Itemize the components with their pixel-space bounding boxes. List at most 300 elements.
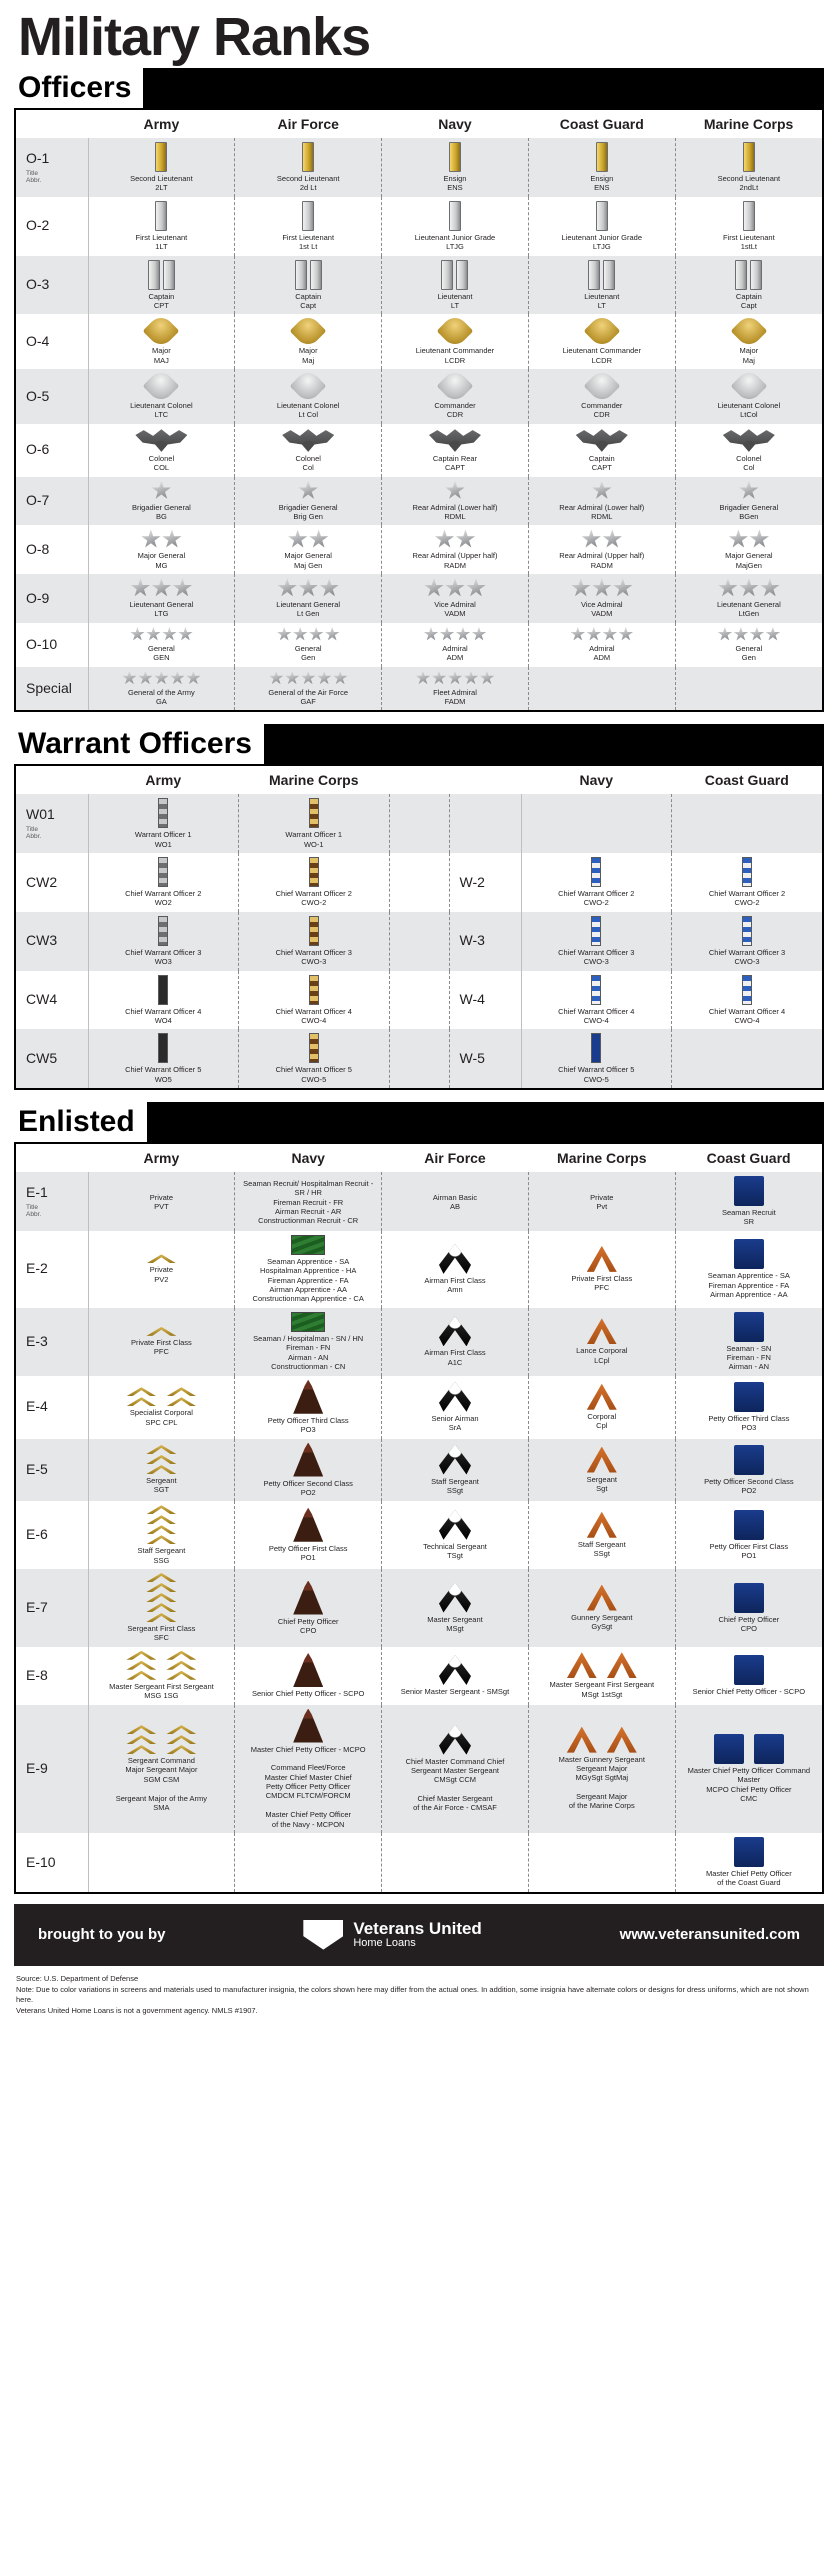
- rank-cell: [384, 428, 526, 473]
- rank-cell-wrap: [88, 794, 239, 853]
- rank-cell: [531, 1512, 673, 1559]
- rank-cell: [91, 1327, 233, 1357]
- rank-cell: [531, 142, 673, 193]
- officers-section-band: [14, 68, 824, 108]
- rank-label: Brigadier General BGen: [719, 502, 779, 521]
- rank-cell: [678, 1312, 820, 1372]
- rank-cell: [531, 1191, 673, 1212]
- rank-label: Master Chief Petty Officer - MCPO Command Fleet/Force Master Chief Master Chief Petty Officer Petty Officer CMDCM FLTCM/FORCM Master Chief Petty Officer of the Navy - MCPON: [250, 1744, 366, 1829]
- rank-label: Lieutenant Colonel LtCol: [717, 401, 781, 420]
- rank-label: Brigadier General BG: [132, 502, 191, 521]
- warrant-bar-navy-solid-icon: [591, 1033, 601, 1063]
- rank-cell-wrap: [88, 623, 235, 667]
- rank-cell-wrap: [382, 1705, 529, 1833]
- rank-row: [16, 138, 822, 197]
- rank-cell-wrap: [528, 667, 675, 711]
- corner-cell-2: [449, 766, 521, 794]
- rank-cell: [241, 857, 387, 908]
- marine-chevron-icon: [587, 1318, 617, 1344]
- dual-marine-chevron-icon: [567, 1727, 637, 1753]
- rank-cell-wrap: [675, 314, 822, 369]
- rank-cell-wrap: [88, 424, 235, 477]
- rank-label: Master Chief Petty Officer Command Master MCPO Chief Petty Officer CMC: [687, 1765, 811, 1804]
- rank-cell-wrap: [382, 1172, 529, 1231]
- rank-cell-wrap: [382, 369, 529, 424]
- rank-cell: [384, 1655, 526, 1696]
- branch-header-marines: Marine Corps: [675, 110, 822, 138]
- rank-label: Senior Chief Petty Officer - SCPO: [692, 1686, 806, 1696]
- rank-label: Sergeant Sgt: [586, 1474, 618, 1493]
- rank-cell: [678, 1734, 820, 1804]
- rank-abbr: RDML: [591, 511, 613, 521]
- rank-cell: [531, 1585, 673, 1632]
- rank-cell: [678, 1239, 820, 1299]
- rank-abbr: SSG: [153, 1555, 170, 1565]
- pay-grade-cell-right: [449, 794, 521, 853]
- rank-abbr: PO2: [741, 1485, 757, 1495]
- rank-label: Seaman Recruit/ Hospitalman Recruit - SR / HR Fireman Recruit - FR Airman Recruit - AR Constructionman Recruit - CR: [243, 1178, 374, 1226]
- rank-cell: [91, 798, 237, 849]
- rank-cell-wrap: [675, 424, 822, 477]
- rank-abbr: Gen: [301, 653, 316, 663]
- rank-cell-wrap: [528, 1376, 675, 1439]
- rank-cell: [91, 373, 233, 420]
- rank-cell-wrap: [88, 667, 235, 711]
- pay-grade-cell: E-2: [16, 1231, 88, 1308]
- star-cluster-icon: [122, 671, 201, 686]
- navy-crow-icon: [293, 1443, 323, 1477]
- rank-abbr: Maj: [302, 355, 315, 365]
- rank-cell: [531, 1652, 673, 1699]
- rank-abbr: BG: [155, 511, 167, 521]
- air-force-chevron-icon: [439, 1382, 471, 1412]
- warrant-bar-navy-icon: [742, 916, 752, 946]
- dual-chevron-large-icon: [126, 1651, 196, 1680]
- star-cluster-icon: [130, 578, 192, 598]
- rank-abbr: LCDR: [591, 355, 612, 365]
- rank-cell: [384, 529, 526, 570]
- rank-cell: [91, 1387, 233, 1427]
- rank-label: Major Maj: [739, 346, 759, 365]
- rank-row: [16, 1231, 822, 1308]
- rank-cell: [531, 1318, 673, 1365]
- rank-cell-wrap: [672, 853, 823, 912]
- rank-abbr: 1st Lt: [299, 242, 318, 252]
- rank-abbr: SGT: [153, 1485, 170, 1495]
- rank-abbr: RDML: [444, 511, 466, 521]
- rank-abbr: LTC: [154, 410, 169, 420]
- rank-label: Brigadier General Brig Gen: [278, 502, 338, 521]
- rank-cell-wrap: [675, 477, 822, 526]
- rank-label: Staff Sergeant SSgt: [577, 1539, 626, 1559]
- rank-abbr: 1LT: [155, 242, 168, 252]
- rank-label: Captain CAPT: [588, 453, 615, 473]
- rank-cell-wrap: [88, 853, 239, 912]
- branch-header-airforce: Air Force: [235, 110, 382, 138]
- rank-label: Captain CPT: [148, 291, 175, 310]
- rank-cell-wrap: [382, 1501, 529, 1569]
- rank-cell-wrap: [382, 1647, 529, 1705]
- rank-cell-wrap: [528, 256, 675, 315]
- pay-grade-sub: Title Abbr.: [26, 169, 42, 185]
- rank-cell-wrap: [382, 1569, 529, 1647]
- rank-abbr: PV2: [154, 1274, 169, 1284]
- rank-cell-wrap: [675, 623, 822, 667]
- warrant-bar-gold-icon: [309, 916, 319, 946]
- rank-abbr: LCpl: [594, 1355, 610, 1365]
- rank-cell-wrap: [382, 1439, 529, 1502]
- rank-label: First Lieutenant 1LT: [135, 232, 188, 252]
- rank-abbr: Lt Col: [298, 410, 318, 420]
- rank-cell: [384, 578, 526, 619]
- rank-cell: [384, 1316, 526, 1367]
- rank-cell: [384, 142, 526, 193]
- rank-cell-wrap: [239, 971, 390, 1030]
- navy-crow-icon: [293, 1380, 323, 1414]
- rank-cell: [91, 1651, 233, 1701]
- star-cluster-icon: [415, 671, 494, 686]
- rank-cell-wrap: [239, 1029, 390, 1088]
- rank-cell-wrap: [675, 1172, 822, 1231]
- rank-cell: [237, 142, 379, 193]
- pay-grade-cell: W01 Title Abbr.: [16, 794, 88, 853]
- rank-cell-wrap: [88, 525, 235, 574]
- rank-cell-wrap: [88, 1501, 235, 1569]
- silver-bar-icon: [449, 201, 461, 231]
- branch-header-navy-e: Navy: [235, 1144, 382, 1172]
- branch-header-coastguard-wo: Coast Guard: [672, 766, 823, 794]
- rank-abbr: PFC: [594, 1283, 610, 1293]
- source-line: Source: U.S. Department of Defense: [16, 1973, 139, 1983]
- rank-abbr: ENS: [594, 183, 610, 193]
- rank-cell: [237, 671, 379, 707]
- rank-label: Second Lieutenant 2LT: [130, 174, 193, 193]
- rank-label: Major General Maj Gen: [284, 551, 332, 570]
- rank-cell: [241, 1033, 387, 1084]
- coast-guard-stripes-icon: [734, 1176, 764, 1206]
- rank-row: [16, 1647, 822, 1705]
- warrant-bar-dark-icon: [158, 1033, 168, 1063]
- rank-label: Ensign ENS: [443, 174, 467, 193]
- rank-abbr: PVT: [154, 1202, 169, 1212]
- rank-cell-wrap: [528, 477, 675, 526]
- rank-label: Staff Sergeant SSG: [137, 1546, 186, 1565]
- rank-label: Chief Warrant Officer 2 CWO-2: [275, 889, 352, 908]
- coast-guard-crow-icon: [734, 1445, 764, 1475]
- rank-abbr: Capt: [300, 300, 317, 310]
- rank-cell: [237, 201, 379, 252]
- star-cluster-icon: [424, 578, 486, 598]
- marine-chevron-icon: [587, 1512, 617, 1538]
- rank-cell-wrap: [235, 574, 382, 623]
- star-cluster-icon: [269, 671, 348, 686]
- rank-label: Senior Chief Petty Officer - SCPO: [251, 1688, 365, 1698]
- rank-cell-wrap: [528, 1501, 675, 1569]
- rank-abbr: TSgt: [447, 1551, 463, 1561]
- rank-cell: [384, 1382, 526, 1433]
- rank-cell: [384, 627, 526, 663]
- air-force-chevron-icon: [439, 1583, 471, 1613]
- rank-cell-wrap: [235, 623, 382, 667]
- rank-label: Admiral ADM: [442, 643, 468, 663]
- rank-cell: [531, 1384, 673, 1431]
- rank-cell: [237, 260, 379, 311]
- rank-cell-wrap: [88, 1647, 235, 1705]
- pay-grade-cell: E-8: [16, 1647, 88, 1705]
- rank-cell-wrap: [88, 1705, 235, 1833]
- rank-cell: [91, 481, 233, 522]
- rank-cell: [91, 975, 237, 1026]
- eagle-icon: [576, 428, 628, 452]
- star-cluster-icon: [277, 578, 339, 598]
- silver-double-bar-icon: [148, 260, 175, 290]
- branch-header-marines-e: Marine Corps: [528, 1144, 675, 1172]
- rank-cell: [91, 529, 233, 570]
- star-cluster-icon: [423, 627, 486, 642]
- warrant-rank-row: [16, 912, 822, 971]
- rank-cell: [384, 1191, 526, 1212]
- rank-cell: [241, 975, 387, 1026]
- rank-abbr: CWO-5: [583, 1074, 609, 1084]
- rank-label: General GEN: [148, 643, 175, 663]
- rank-abbr: ADM: [446, 653, 464, 663]
- eagle-icon: [282, 428, 334, 452]
- rank-label: Seaman Apprentice - SA Hospitalman Apprentice - HA Fireman Apprentice - FA Airman Apprentice - AA Constructionman Apprentice - CA: [252, 1256, 364, 1304]
- rank-row: [16, 477, 822, 526]
- rank-cell: [384, 201, 526, 252]
- rank-label: Airman First Class A1C: [424, 1348, 486, 1367]
- rank-abbr: A1C: [447, 1357, 463, 1367]
- rank-cell-wrap: [382, 1231, 529, 1308]
- rank-abbr: 2LT: [155, 183, 168, 193]
- rank-cell: [91, 1254, 233, 1284]
- rank-cell: [384, 1510, 526, 1561]
- rank-cell-wrap: [675, 667, 822, 711]
- rank-abbr: Maj: [742, 355, 755, 365]
- rank-abbr: Gen: [741, 653, 756, 663]
- spacer-cell: [389, 1029, 449, 1088]
- rank-row: [16, 623, 822, 667]
- rank-row: [16, 1376, 822, 1439]
- rank-cell-wrap: [521, 853, 672, 912]
- spacer-cell: [389, 766, 449, 794]
- navy-stripes-icon: [291, 1312, 325, 1332]
- gold-oak-leaf-icon: [583, 313, 620, 350]
- pay-grade-cell-right: W-4: [449, 971, 521, 1030]
- rank-cell: [384, 260, 526, 311]
- gold-oak-leaf-icon: [290, 313, 327, 350]
- silver-oak-leaf-icon: [437, 368, 474, 405]
- rank-cell-wrap: [235, 477, 382, 526]
- branch-header-army: Army: [88, 110, 235, 138]
- pay-grade-cell: E-5: [16, 1439, 88, 1502]
- dual-coast-guard-crow-icon: [714, 1734, 784, 1764]
- rank-cell: [91, 1505, 233, 1565]
- rank-abbr: WO5: [154, 1074, 172, 1084]
- rank-abbr: CDR: [446, 410, 464, 420]
- rank-abbr: Amn: [447, 1285, 463, 1295]
- rank-cell: [531, 201, 673, 252]
- rank-label: Master Sergeant MSgt: [427, 1614, 483, 1633]
- coast-guard-crow-icon: [734, 1510, 764, 1540]
- rank-label: Ensign ENS: [590, 174, 614, 193]
- rank-abbr: Col: [302, 463, 314, 473]
- rank-row: [16, 256, 822, 315]
- rank-cell-wrap: [675, 1647, 822, 1705]
- enlisted-section-band: [14, 1102, 824, 1142]
- rank-label: Captain Capt: [735, 291, 762, 310]
- rank-abbr: WO2: [154, 898, 172, 908]
- rank-label: Lieutenant General LtGen: [716, 600, 781, 619]
- rank-abbr: LTG: [154, 609, 169, 619]
- rank-cell: [531, 481, 673, 522]
- pay-grade-sub: Title Abbr.: [26, 825, 42, 841]
- rank-row: [16, 424, 822, 477]
- rank-cell: [678, 529, 820, 570]
- rank-cell-wrap: [88, 477, 235, 526]
- rank-label: Senior Airman SrA: [431, 1413, 479, 1433]
- gold-oak-leaf-icon: [143, 313, 180, 350]
- gold-oak-leaf-icon: [437, 313, 474, 350]
- rank-label: Fleet Admiral FADM: [433, 687, 477, 706]
- warrant-bar-icon: [158, 857, 168, 887]
- rank-cell: [237, 1312, 379, 1372]
- pay-grade-cell: O-3: [16, 256, 88, 315]
- rank-abbr: MSgt 1stSgt: [581, 1689, 623, 1699]
- rank-cell: [384, 1244, 526, 1295]
- navy-crow-icon: [293, 1508, 323, 1542]
- pay-grade-cell-right: W-5: [449, 1029, 521, 1088]
- rank-label: Chief Petty Officer CPO: [718, 1614, 780, 1633]
- rank-label: Chief Warrant Officer 5 WO5: [125, 1065, 202, 1084]
- rank-cell: [237, 1380, 379, 1435]
- navy-crow-icon: [293, 1653, 323, 1687]
- rank-cell-wrap: [88, 1308, 235, 1376]
- corner-cell: [16, 1144, 88, 1172]
- rank-cell-wrap: [382, 138, 529, 197]
- rank-cell: [91, 1445, 233, 1495]
- warrant-rank-row: [16, 971, 822, 1030]
- rank-label: Petty Officer Second Class PO2: [263, 1478, 353, 1497]
- rank-cell-wrap: [382, 256, 529, 315]
- warrant-section-band: [14, 724, 824, 764]
- coast-guard-crow-icon: [734, 1655, 764, 1685]
- star-cluster-icon: [277, 627, 340, 642]
- rank-abbr: Lt Gen: [296, 609, 320, 619]
- band-fill: [264, 724, 824, 764]
- rank-cell-wrap: [235, 667, 382, 711]
- rank-abbr: SFC: [153, 1633, 169, 1643]
- rank-cell: [384, 1583, 526, 1634]
- rank-label: Chief Warrant Officer 5 CWO-5: [558, 1065, 635, 1084]
- rank-cell: [674, 857, 820, 908]
- rank-cell-wrap: [528, 1647, 675, 1705]
- dual-marine-chevron-icon: [567, 1652, 637, 1678]
- rank-cell-wrap: [88, 1833, 235, 1892]
- rank-row: [16, 1308, 822, 1376]
- rank-cell: [91, 1573, 233, 1643]
- rank-cell: [237, 1235, 379, 1304]
- rank-label: Sergeant First Class SFC: [127, 1624, 196, 1643]
- website-link[interactable]: www.veteransunited.com: [619, 1926, 800, 1944]
- page-title: Military Ranks: [18, 7, 371, 67]
- star-cluster-icon: [570, 627, 633, 642]
- brand-line-2: Home Loans: [353, 1936, 416, 1949]
- rank-cell-wrap: [382, 623, 529, 667]
- rank-label: Major General MG: [137, 551, 186, 570]
- pay-grade-sub: Title Abbr.: [26, 1203, 42, 1219]
- rank-abbr: CPO: [300, 1625, 317, 1635]
- pay-grade-cell: CW4: [16, 971, 88, 1030]
- rank-cell-wrap: [528, 525, 675, 574]
- chevron-stack-icon: [146, 1445, 176, 1474]
- rank-label: Rear Admiral (Lower half) RDML: [412, 502, 498, 521]
- rank-label: Petty Officer Third Class PO3: [267, 1415, 349, 1435]
- rank-abbr: CWO-3: [734, 957, 760, 967]
- pay-grade-cell: E-9: [16, 1705, 88, 1833]
- coast-guard-crow-icon: [734, 1837, 764, 1867]
- warrant-bar-navy-icon: [591, 857, 601, 887]
- warrant-bar-navy-icon: [591, 916, 601, 946]
- rank-cell: [531, 578, 673, 619]
- rank-label: Lieutenant General Lt Gen: [276, 600, 341, 619]
- rank-cell: [384, 1725, 526, 1813]
- rank-cell: [91, 1033, 237, 1084]
- rank-abbr: CAPT: [591, 463, 612, 473]
- rank-cell-wrap: [382, 1833, 529, 1892]
- star-cluster-icon: [739, 481, 759, 501]
- enlisted-band-title: Enlisted: [14, 1102, 147, 1142]
- eagle-icon: [135, 428, 187, 452]
- rank-abbr: SPC CPL: [145, 1417, 178, 1427]
- rank-cell-wrap: [88, 1172, 235, 1231]
- chevron-stack-icon: [166, 1651, 196, 1680]
- rank-label: Lance Corporal LCpl: [576, 1346, 628, 1365]
- rank-abbr: CWO-2: [734, 898, 760, 908]
- rank-label: Corporal Cpl: [587, 1411, 617, 1431]
- marine-chevron-icon: [587, 1384, 617, 1410]
- gold-bar-icon: [743, 142, 755, 172]
- rank-cell-wrap: [528, 574, 675, 623]
- rank-abbr: WO1: [154, 839, 172, 849]
- rank-cell-wrap: [675, 369, 822, 424]
- rank-abbr: LtCol: [740, 410, 758, 420]
- rank-cell: [678, 578, 820, 619]
- rank-cell-wrap: [235, 369, 382, 424]
- rank-abbr: RADM: [590, 560, 613, 570]
- rank-cell: [531, 1246, 673, 1293]
- rank-label: Lieutenant Commander LCDR: [415, 346, 495, 365]
- rank-cell-wrap: [235, 525, 382, 574]
- rank-row: [16, 1172, 822, 1231]
- gold-bar-icon: [449, 142, 461, 172]
- dual-chevron-large-icon: [126, 1725, 196, 1754]
- rank-label: Chief Warrant Officer 3 CWO-3: [558, 947, 635, 967]
- rank-abbr: VADM: [591, 609, 613, 619]
- warrant-bar-icon: [158, 916, 168, 946]
- warrant-bar-gold-icon: [309, 798, 319, 828]
- rank-cell: [678, 1583, 820, 1634]
- rank-label: Captain Rear CAPT: [432, 453, 478, 473]
- rank-cell-wrap: [382, 667, 529, 711]
- rank-cell-wrap: [675, 256, 822, 315]
- warrant-rank-row: [16, 1029, 822, 1088]
- rank-label: Master Chief Petty Officer of the Coast Guard: [705, 1868, 792, 1888]
- chevron-stack-icon: [146, 1327, 176, 1336]
- rank-cell: [237, 627, 379, 663]
- rank-label: Private First Class PFC: [571, 1273, 633, 1293]
- rank-row: [16, 667, 822, 711]
